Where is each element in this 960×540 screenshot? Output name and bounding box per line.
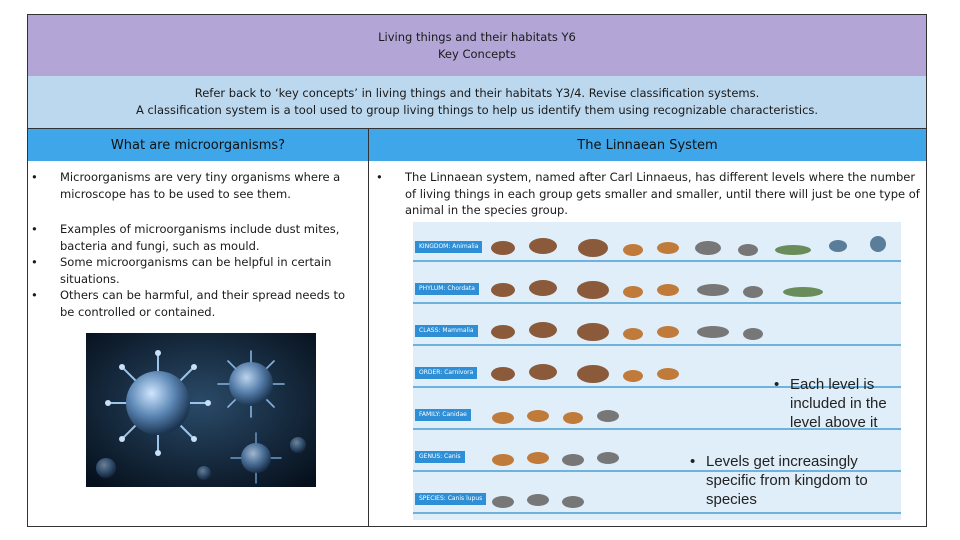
taxonomy-row xyxy=(413,306,901,346)
microorganisms-bullets-a xyxy=(28,169,363,202)
animal-row-icon xyxy=(483,228,898,260)
page-title: Living things and their habitats Y6 xyxy=(378,29,576,44)
list-item: • Examples of microorganisms include dust mites, bacteria and fungi, such as mould. xyxy=(31,222,340,253)
rank-label-species: SPECIES: Canis lupus xyxy=(415,493,486,505)
list-item: • The Linnaean system, named after Carl Linnaeus, has different levels where the number of living things in each group gets smaller and smaller, until there will just be one type of animal in the species group. xyxy=(376,170,920,217)
note-bullet-icon: • xyxy=(690,453,696,470)
taxonomy-row xyxy=(413,264,901,304)
list-item: • Microorganisms are very tiny organisms where a microscope has to be used to see them. xyxy=(31,170,341,201)
animal-row-icon xyxy=(483,438,683,470)
bullet-icon: • xyxy=(376,170,383,184)
linnaean-heading-text: The Linnaean System xyxy=(577,137,718,153)
note-each-level: • Each level is included in the level above it xyxy=(774,376,887,431)
virus-cells-image xyxy=(86,333,316,487)
note-bullet-icon: • xyxy=(774,376,780,393)
animal-row-icon xyxy=(483,312,898,344)
linnaean-bullets xyxy=(373,169,923,219)
bullet-icon: • xyxy=(31,170,38,184)
rank-label-phylum: PHYLUM: Chordata xyxy=(415,283,479,295)
note-levels-specific: • Levels get increasingly specific from kingdom to species xyxy=(690,453,868,508)
intro-line-2: A classification system is a tool used to group living things to help us identify them using recognizable characteristics. xyxy=(135,103,819,117)
rank-label-genus: GENUS: Canis xyxy=(415,451,465,463)
list-item: • Others can be harmful, and their spread needs to be controlled or contained. xyxy=(31,288,346,319)
linnaean-heading xyxy=(369,129,926,161)
microorganisms-bullets-b xyxy=(28,221,363,320)
rank-label-kingdom: KINGDOM: Animalia xyxy=(415,241,482,253)
virus-cells-icon xyxy=(86,333,316,487)
animal-row-icon xyxy=(483,270,898,302)
animal-classification-image xyxy=(413,222,901,520)
title-band xyxy=(28,15,926,77)
intro-line-1: Refer back to ‘key concepts’ in living things and their habitats Y3/4. Revise classification systems. xyxy=(194,86,760,100)
key-concepts-sheet xyxy=(27,14,927,527)
rank-label-family: FAMILY: Canidae xyxy=(415,409,471,421)
bullet-icon: • xyxy=(31,288,38,302)
taxonomy-row xyxy=(413,222,901,262)
animal-row-icon xyxy=(483,396,683,428)
microorganisms-heading xyxy=(28,129,368,161)
intro-band xyxy=(28,76,926,129)
bullet-icon: • xyxy=(31,255,38,269)
bullet-icon: • xyxy=(31,222,38,236)
animal-row-icon xyxy=(483,480,683,512)
column-divider xyxy=(368,129,369,527)
microorganisms-heading-text: What are microorganisms? xyxy=(110,137,286,153)
rank-label-class: CLASS: Mammalia xyxy=(415,325,478,337)
page-subtitle: Key Concepts xyxy=(437,46,517,61)
rank-label-order: ORDER: Carnivora xyxy=(415,367,477,379)
animal-row-icon xyxy=(483,354,683,386)
list-item: • Some microorganisms can be helpful in certain situations. xyxy=(31,255,332,286)
